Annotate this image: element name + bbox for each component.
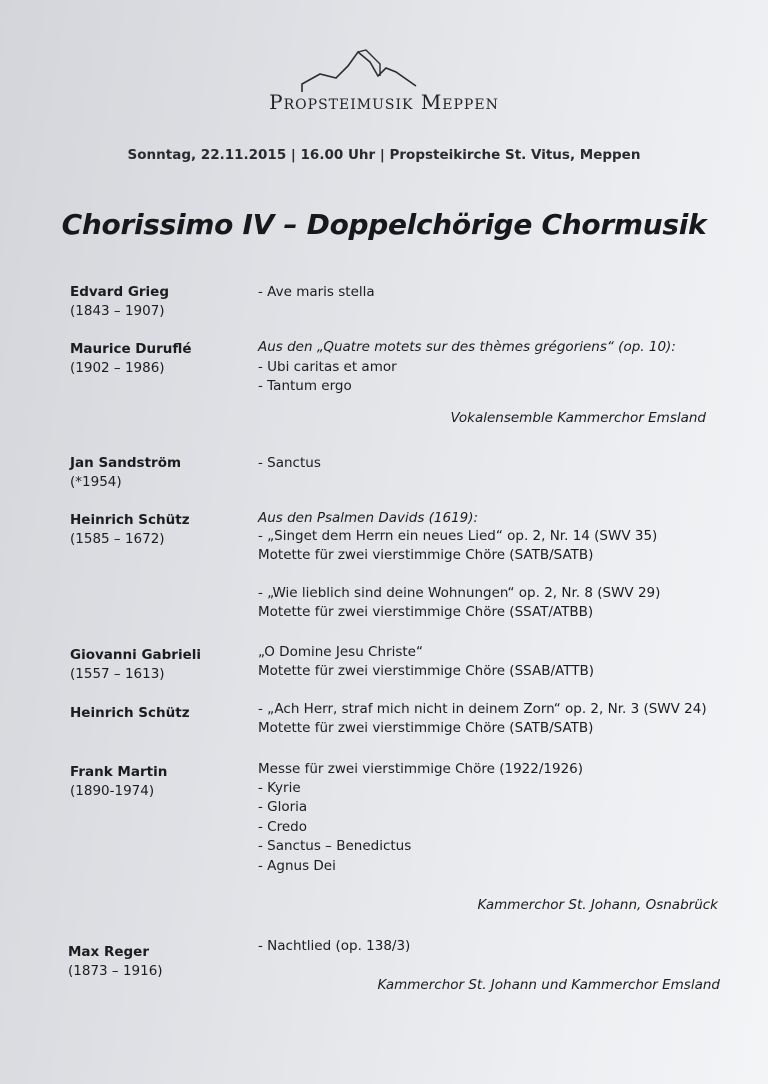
movement: - Credo	[258, 819, 307, 835]
composer-dates: (1557 – 1613)	[70, 666, 165, 682]
composer-dates: (1585 – 1672)	[70, 531, 165, 547]
composer-name: Frank Martin	[70, 764, 168, 780]
composer-name: Giovanni Gabrieli	[70, 647, 201, 663]
work-title: - Sanctus	[258, 455, 321, 471]
work-intro: Aus den „Quatre motets sur des thèmes grégoriens“ (op. 10):	[258, 339, 676, 355]
work-description: Motette für zwei vierstimmige Chöre (SSAT/ATBB)	[258, 604, 594, 620]
composer-dates: (1843 – 1907)	[70, 303, 165, 319]
composer-name: Heinrich Schütz	[70, 705, 190, 721]
work-title: - „Singet dem Herrn ein neues Lied“ op. 2, Nr. 14 (SWV 35)	[258, 528, 658, 544]
composer-dates: (1873 – 1916)	[68, 963, 163, 979]
composer-name: Max Reger	[68, 944, 149, 960]
performer-credit: Kammerchor St. Johann und Kammerchor Emsland	[377, 977, 720, 993]
work-description: Motette für zwei vierstimmige Chöre (SATB/SATB)	[258, 547, 594, 563]
movement: - Gloria	[258, 799, 308, 815]
work-title: - Tantum ergo	[258, 378, 352, 394]
work-title: - Ubi caritas et amor	[258, 359, 397, 375]
organization-name: Propsteimusik Meppen	[269, 90, 499, 114]
event-info: Sonntag, 22.11.2015 | 16.00 Uhr | Propsteikirche St. Vitus, Meppen	[127, 147, 641, 163]
work-title: - Ave maris stella	[258, 284, 375, 300]
movement: - Sanctus – Benedictus	[258, 838, 412, 854]
composer-name: Heinrich Schütz	[70, 512, 190, 528]
work-description: Motette für zwei vierstimmige Chöre (SATB/SATB)	[258, 720, 594, 736]
work-intro: Aus den Psalmen Davids (1619):	[258, 510, 479, 526]
work-title: - Nachtlied (op. 138/3)	[258, 938, 411, 954]
composer-name: Maurice Duruflé	[70, 341, 192, 357]
performer-credit: Kammerchor St. Johann, Osnabrück	[477, 897, 718, 913]
composer-dates: (*1954)	[70, 474, 122, 490]
concert-title: Chorissimo IV – Doppelchörige Chormusik	[61, 208, 707, 241]
work-description: Motette für zwei vierstimmige Chöre (SSAB/ATTB)	[258, 663, 594, 679]
work-title: - „Ach Herr, straf mich nicht in deinem Zorn“ op. 2, Nr. 3 (SWV 24)	[258, 701, 707, 717]
work-title: „O Domine Jesu Christe“	[258, 644, 423, 660]
rooftops-logo-icon	[300, 48, 420, 94]
composer-name: Jan Sandström	[70, 455, 182, 471]
composer-dates: (1902 – 1986)	[70, 360, 165, 376]
composer-name: Edvard Grieg	[70, 284, 170, 300]
performer-credit: Vokalensemble Kammerchor Emsland	[450, 410, 706, 426]
work-title: - „Wie lieblich sind deine Wohnungen“ op. 2, Nr. 8 (SWV 29)	[258, 585, 661, 601]
movement: - Agnus Dei	[258, 858, 336, 874]
movement: - Kyrie	[258, 780, 301, 796]
work-title: Messe für zwei vierstimmige Chöre (1922/1926)	[258, 761, 584, 777]
composer-dates: (1890-1974)	[70, 783, 155, 799]
